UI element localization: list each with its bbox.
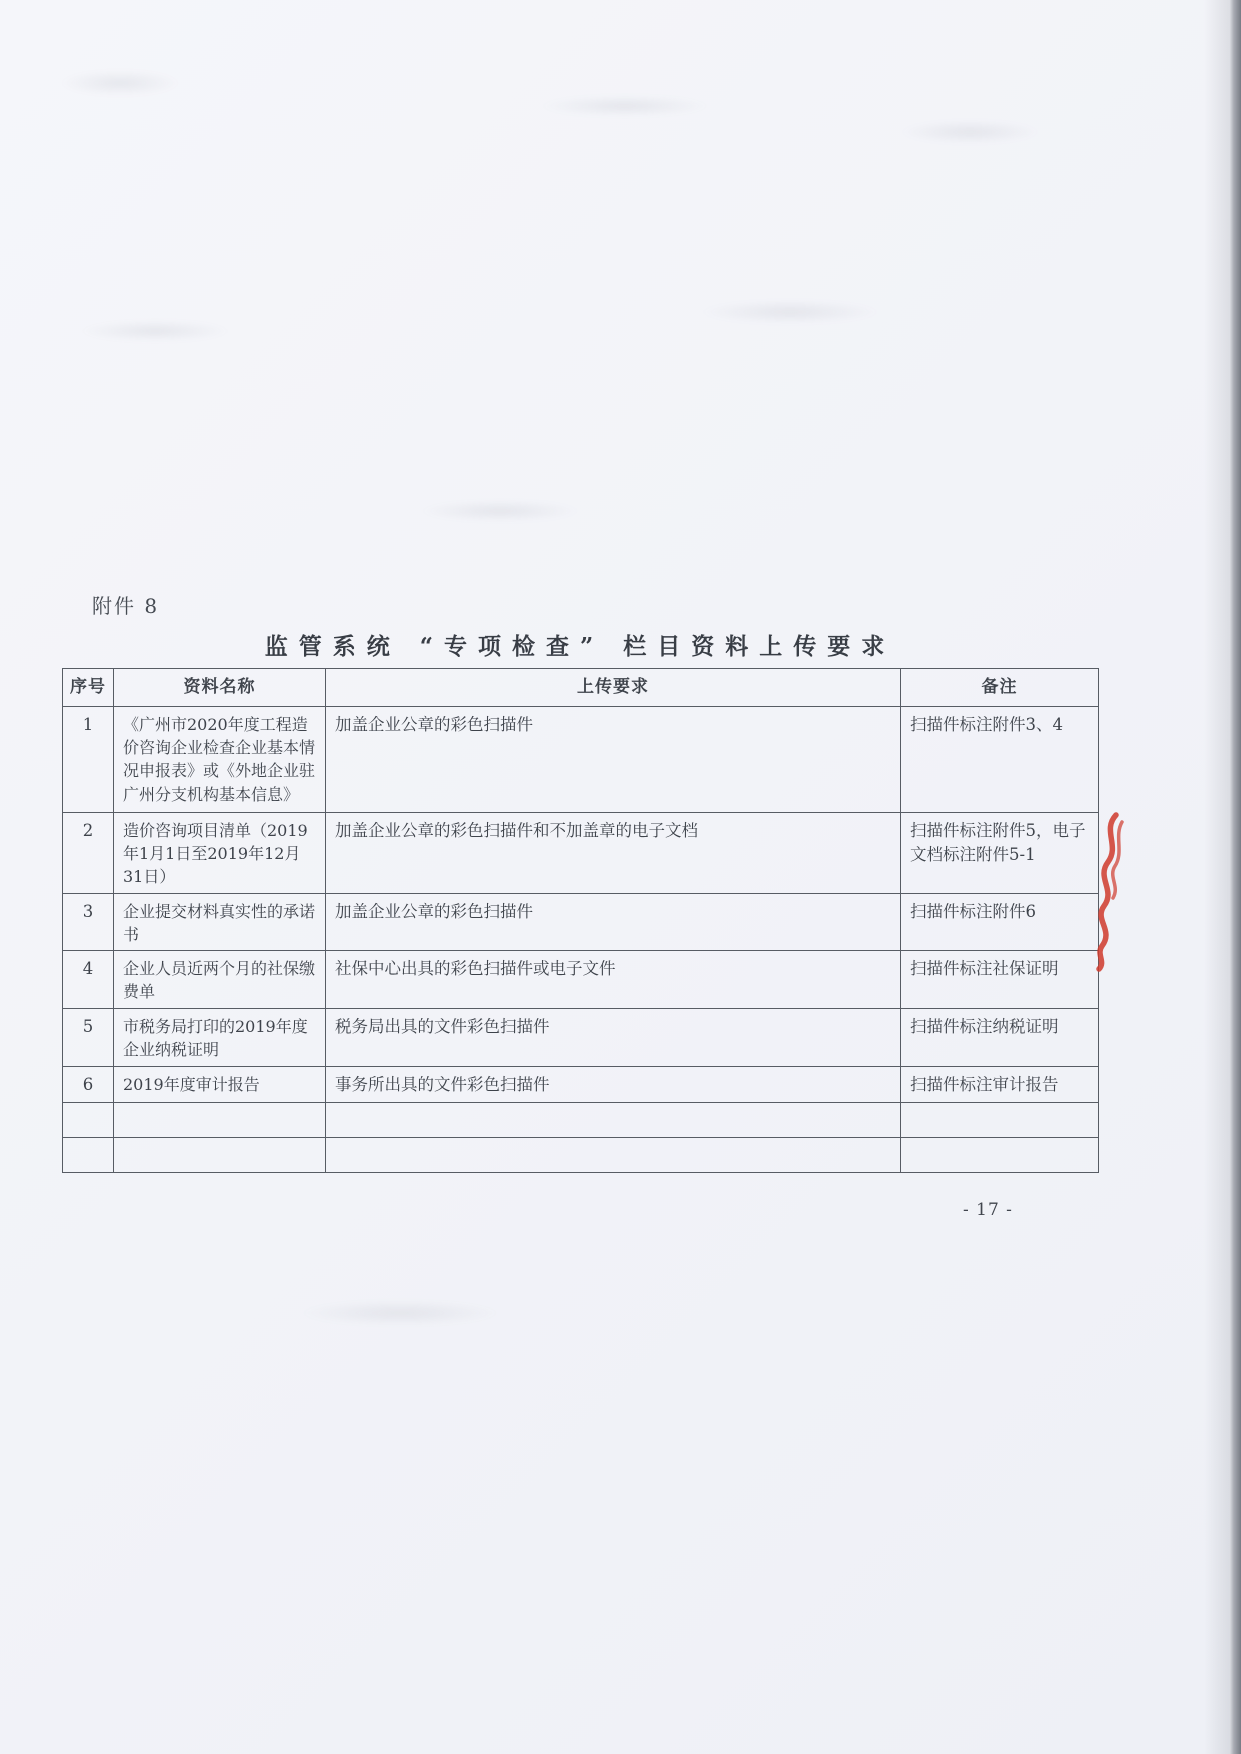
document-title: 监管系统 “专项检查” 栏目资料上传要求 — [264, 633, 896, 660]
cell-remark: 扫描件标注审计报告 — [901, 1066, 1099, 1102]
scan-smudge — [300, 1300, 500, 1326]
table-row — [63, 813, 1099, 894]
cell-name — [114, 1137, 326, 1172]
cell-requirement — [326, 1137, 901, 1172]
upload-requirements-table — [62, 668, 1099, 1173]
cell-remark: 扫描件标注社保证明 — [901, 950, 1099, 1008]
page-number: - 17 - — [963, 1200, 1013, 1220]
scanner-edge-strip — [1230, 0, 1241, 1754]
table-row — [63, 1008, 1099, 1066]
cell-no: 4 — [63, 950, 114, 1008]
cell-no — [63, 1102, 114, 1137]
cell-remark: 扫描件标注附件6 — [901, 893, 1099, 950]
cell-remark: 扫描件标注附件5，电子文档标注附件5-1 — [901, 813, 1099, 894]
table-row — [63, 950, 1099, 1008]
cell-no: 3 — [63, 893, 114, 950]
cell-requirement: 加盖企业公章的彩色扫描件和不加盖章的电子文档 — [326, 813, 901, 894]
cell-requirement: 社保中心出具的彩色扫描件或电子文件 — [326, 950, 901, 1008]
table-row — [63, 1137, 1099, 1172]
cell-name: 市税务局打印的2019年度企业纳税证明 — [114, 1008, 326, 1066]
cell-remark — [901, 1137, 1099, 1172]
scan-smudge — [60, 70, 180, 96]
cell-name — [114, 1102, 326, 1137]
cell-requirement: 事务所出具的文件彩色扫描件 — [326, 1066, 901, 1102]
table-header-row — [63, 669, 1099, 707]
scan-smudge — [80, 320, 230, 342]
table-row — [63, 1102, 1099, 1137]
header-name: 资料名称 — [114, 669, 326, 707]
cell-requirement: 税务局出具的文件彩色扫描件 — [326, 1008, 901, 1066]
scan-smudge — [420, 500, 580, 522]
cell-no — [63, 1137, 114, 1172]
scan-smudge — [900, 120, 1040, 144]
red-pen-mark — [1082, 812, 1130, 972]
table-row — [63, 707, 1099, 813]
header-requirement: 上传要求 — [326, 669, 901, 707]
header-no: 序号 — [63, 669, 114, 707]
scan-smudge — [540, 95, 710, 117]
header-remark: 备注 — [901, 669, 1099, 707]
cell-remark: 扫描件标注纳税证明 — [901, 1008, 1099, 1066]
cell-name: 企业人员近两个月的社保缴费单 — [114, 950, 326, 1008]
cell-no: 1 — [63, 707, 114, 813]
page-edge-shadow — [1204, 0, 1230, 1754]
scan-smudge — [700, 300, 880, 324]
cell-requirement — [326, 1102, 901, 1137]
attachment-label: 附件 8 — [92, 594, 160, 618]
cell-requirement: 加盖企业公章的彩色扫描件 — [326, 893, 901, 950]
cell-name: 2019年度审计报告 — [114, 1066, 326, 1102]
cell-no: 2 — [63, 813, 114, 894]
cell-remark: 扫描件标注附件3、4 — [901, 707, 1099, 813]
cell-no: 6 — [63, 1066, 114, 1102]
table-row — [63, 893, 1099, 950]
cell-name: 企业提交材料真实性的承诺书 — [114, 893, 326, 950]
cell-name: 造价咨询项目清单（2019年1月1日至2019年12月31日） — [114, 813, 326, 894]
cell-no: 5 — [63, 1008, 114, 1066]
cell-requirement: 加盖企业公章的彩色扫描件 — [326, 707, 901, 813]
table-row — [63, 1066, 1099, 1102]
table-header — [63, 669, 1099, 707]
cell-remark — [901, 1102, 1099, 1137]
table-body — [63, 707, 1099, 1173]
cell-name: 《广州市2020年度工程造价咨询企业检查企业基本情况申报表》或《外地企业驻广州分支机构基本信息》 — [114, 707, 326, 813]
